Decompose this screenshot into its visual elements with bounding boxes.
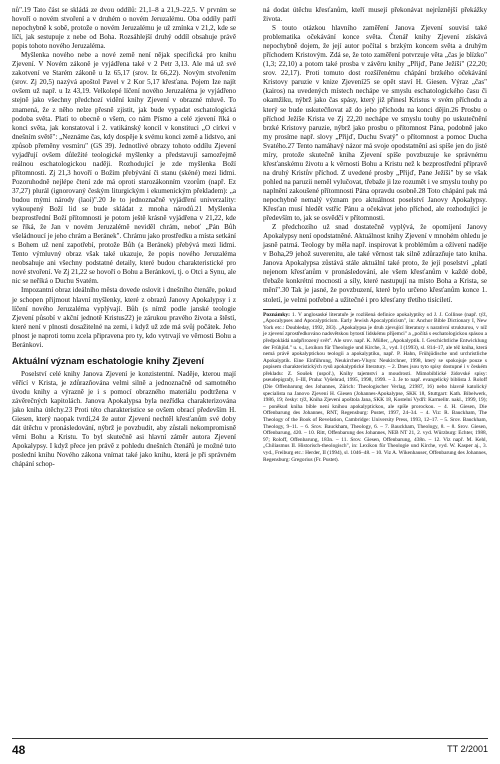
footnotes	[263, 312, 487, 464]
paragraph: Impozantní obraz ideálního města dovede oslovit i dnešního čtenáře, pokud je schopen přijmout hlavní myšlenky, které z obrazů Janovy Apokalypsy i z líčení nového Jeruzaléma vyplývají. Bůh (s nímž podle janské teologie Zjevení působí v akční jednotě Kristus22) je zárukou pravého života a štěstí, které není v plnosti dosažitelné na zemi, i když už zde má svůj počátek. Jeho plnost je naproti tomu zcela připravena pro ty, kdo vytrvají ve věrnosti Bohu a Beránkovi.	[12, 286, 236, 349]
paragraph: Poselství celé knihy Janova Zjevení je konzistentní. Naděje, kterou mají věřící v Krista, je zdůrazňována velmi silně a jednoznačně od samotného úvodu knihy a výrazně je i s pomocí obrazného materiálu podtržena v závěrečných kapitolách. Janova Apokalypsa byla nezřídka charakterizována jako kniha útěchy.23 Proti této charakteristice se ovšem obrací především H. Giesen, který naopak tvrdí,24 že autor Zjevení nechtěl křesťanům své doby dát útěchu v pronásledování, nýbrž je povzbudit, aby zůstali nekompromisně věrni Bohu a Kristu. To byl skutečně asi hlavní záměr autora Zjevení Apokalypsy. I když přece jen právě z pohledu dnešních čtenářů je možné tuto poslední knihu Nového zákona vnímat také jako knihu, která je při správném chápání schop-	[12, 369, 236, 469]
left-column	[12, 6, 236, 469]
footnotes-heading: Poznámky:	[263, 311, 291, 318]
notes-divider	[263, 309, 351, 310]
footnotes-text: 1. V anglosaské literatuře je rozlišená definice apokalyptiky od J. J. Collinse (např. týž, „Apocalypses and Apocalypticism. Early Jewish Apocalypticism", in: Anchor Bible Dictionary I, New York etc.: Doubleday, 1992, 283). „Apokalypsa je druh zjevující literatury s narativní strukturou, v níž je zjevení zprostředkováno nadsvětskou bytostí lidskému příjemci" a „počítá s eschatologickou spásou a předpokládá nadpřirozený svět". Ale srov. např. K. Müller, „Apokalyptik. I. Geschichtliche Entwicklung der Frühjüd." u. s., Lexikon für Theologie und Kirche, 3., vyd. I (1993), sl. 814–17, ale též kniha, která nemá právě apokalyptickou teologii a apokalyptiku, např. P. Hahn, Frühjüdische und urchristliche Apokalyptik. Eine Einführung, Neukirchen-Vluyn: Neukirchner, 1998, který se spokojuje pouze s popisem charakteristických rysů apokalyptické literatury. – 2. Dnes jsou tyto spisy dostupné i v českém překladu: Z. Soušek (uspoř.), Knihy tajemství a moudrosti. Mimobiblické židovské spisy: pseudepigrafy, I–III, Praha: Vyšehrad, 1995, 1998, 1999. – 3. Je to např. evangelický biblista J. Roloff (Die Offenbarung des Johannes, Zürich: Theologischer Verlag, 21987, 16) nebo hlavně katolický specialista na Janovo Zjevení H. Giesen (Johannes-Apokalypse, SKK 18, Stuttgart: Kath. Bibelwerk, 1986, 19; česky: týž, Kniha Zjevení apoštola Jana, SKK 18, Kostelní Vydří: Karmelitr. nakl., 1999, 19); – poněkud kniha bible není knihou apokalyptickou, ale spíše prorockou. – 4. H. Giesen, Die Offenbarung des Johannes, RNT, Regensburg: Pustet, 1997, 24–34. – 4. Viz: R. Bauckham, The Theology of the Book of Revelation, Cambridge: University Press, 1993, 12–17. – 5. Srov. Bauckham, Theology, 9–11. – 6. Srov. Bauckham, Theology, 6. – 7. Bauckham, Theology, 8. – 8. Srov. Giesen, Offenbarung, 420. – 10. Ritt, Offenbarung des Johannes, NEB NT 21, 2. vyd. Würzburg: Echter, 1988, 97; Roloff, Offenbarung, 183n. – 11. Srov. Giesen, Offenbarung, 438n. – 12. Viz např. M. Kehl, „Chiliasmus II. Historisch-theologisch", in: Lexikon für Theologie und Kirche, vyd. W. Kasper aj., 3. vyd., Freiburg etc.: Herder, II (1994), sl. 1046–48. – 10. Viz A. Wikenhauser, Offenbarung des Johannes, Regensburg: Gregorius (Fr. Pustet).	[263, 311, 487, 463]
paragraph: ná dodat útěchu křesťanům, kteří musejí překonávat nejrůznější překážky života.	[263, 6, 487, 24]
section-heading: Aktuální význam eschatologie knihy Zjevení	[12, 355, 204, 366]
paragraph: nů".19 Tato část se skládá ze dvou oddílů: 21,1–8 a 21,9–22,5. V prvním se hovoří o novém stvoření a v druhém o novém Jeruzalému. Oba oddíly patří nepochybně k sobě, protože o novém Jeruzalému je už zmínka v 21,2, kde se líčí, jak sestupuje z nebe od Boha. Rozsáhlejší druhý oddíl obsahuje právě popis tohoto nového Jeruzaléma.	[12, 6, 236, 51]
paragraph: Myšlenka nového nebe a nové země není nějak specifická pro knihu Zjevení. V Novém zákoně je vyjádřena také v 2 Petr 3,13. Ale má už své zakotvení ve Starém zákoně u Iz 65,17 (srov. Iz 66,22). Novým stvořením (srov. Zj 20,5) nazývá apoštol Pavel v 2 Kor 5,17 křesťana. Pojem Ize najít ovšem už např. u Iz 43,19. Velkolepé líčení nového Jeruzaléma je vyjádřeno stejně jako všechny předchozí vidění knihy Zjevení v obrazné mluvě. To znamená, že z něho nelze přesně zjistit, jak bude vypadat eschatologická podoba světa. Platí to obecně o všem, co nám Písmo a celé zjevení říká o konci světa, jak konstatoval i 2. vatikánský koncil v konstituci „O církvi v dnešním světě": „Neznáme čas, kdy dospěje k svému konci země a lidstvo, ani způsob přeměny vesmíru" (GS 39). Jednotlivé obrazy tohoto oddílu Zjevení vyjadřují ovšem důležité teologické myšlenky a představují samozřejmě reálnou eschatologickou naději. Rozhodující je zde myšlenka Boží přítomnosti. Zj 21,3 hovoří o Božím přebývání či stanu (skéné) mezi lidmi. Pozoruhodně nejlépe čtení zde má oproti starozákonním vzorům (např. Ez 37,27) plurál (ignorovaný českým liturgickým i ekumenickým překladem): „a budou mými národy (laoi)".20 Je to jednoznačně vyjádření univerzality: vykoupený Boží lid se bude skládat z mnoha národů.21 Myšlenka bezprostřední Boží přítomnosti je potom ještě krásně vyjádřena v 21,22, kde se říká, že Jan v novém Jeruzalémě neviděl chrám, neboť „Pán Bůh všeládnoucí je jeho chrám a Beránek". Chrámu jako prostředku a místa setkání s Bohem už není zapotřebí, protože Bůh (a Beránek) přebývá mezi lidmi. Tento výmluvný obraz však také ukazuje, že popis nového Jeruzaléma neobsahuje ani všechny podstatné detaily, které budou charakteristické pro nové stvoření. Ve Zj 21,22 se hovoří o Bohu a Beránkovi, tj. o Otci a Synu, ale nic se neříká o Duchu Svatém.	[12, 51, 236, 286]
page-number: 48	[12, 743, 26, 757]
paragraph: Z předchozího už snad dostatečně vyplývá, že opomíjení Janovy Apokalypsy není opodstatněné. Aktuálnost knihy Zjevení v mnohém ohledu je jasně patrná. Teology by měla např. inspirovat k problémům a ožívení naděje v Boha,29 jehož suverenitu, ale také věrnost tak silně zdůrazňuje tato kniha. Janova Apokalypsa zůstává stále aktuální také proto, že její poselství „platí nejenom křesťanům v pronásledování, ale všem křesťanům v každé době, třebaže konkrétní mocnosti a síly, které nastupují na místo Boha a Krista, se mění".30 Tak je jasné, že povzbuzení, které bylo určeno křesťanům konce 1. století, je velmi potřebné a užitečné i pro křesťany třetího tisíciletí.	[263, 223, 487, 304]
issue-label: TT 2/2001	[447, 744, 488, 754]
paragraph: S touto otázkou hlavního zaměření Janova Zjevení souvisí také problematika očekávání konce světa. Čtenář knihy Zjevení získává nepochybně dojem, že její autor počítal s brzkým koncem světa a druhým příchodem Kristovým. Zdá se, že toto zaměření potvrzuje věta „čas je blízko" (1,3; 22,10) a potom také prosba v závěru knihy „Přijď, Pane Ježíši" (22,20; srov. 22,17). Proti tomuto dost rozšířenému chápání brzkého očekávání Kristovy paruzie v knize Zjevení25 se opět staví H. Giesen. Výraz „čas" (kairos) na uvedených místech nechápe ve smyslu eschatologického času či okamžiku, nýbrž jako čas spásy, který již přinesl Kristus v svém příchodu a který se bude uskutečňovat až do jeho příchodu na konci dějin.26 Prosbu o příchod Ježíše Krista ve Zj 22,20 nechápe ve smyslu touhy po uskutečnění brzké Kristovy paruzie, nýbrž jako prosbu o přítomnost Pána, podobně jako my prosíme např. slovy „Přijď, Duchu Svatý" o přítomnost a pomoc Ducha Svatého.27 Tento namáhavý názor má svoje opodstatnění asi spíše jen do jisté míry, protože skutečně kniha Zjevení spíše povzbuzuje ke správnému křesťanskému životu a k věrnosti Bohu a Kristu než k bezprostřední přípravě na druhý Kristův příchod. Z uvedené prosby „Přijď, Pane Ježíši" by se však pohled na paruzii neměl vylučovat, třebaže ji lze rozumět i ve smyslu touhy po naplnění zakoušené přítomnosti Pána opravdu osobně.28 Toto chápání pak má nepochybně nemalý význam pro aktuálnost poselství Janovy Apokalypsy. Křesťan musí hledět vstříc Pánu a očekávat jeho příchod, ale rozhodující je především to, jak se osvědčí v přítomnosti.	[263, 24, 487, 223]
page-footer	[12, 738, 488, 757]
right-column	[263, 6, 487, 463]
